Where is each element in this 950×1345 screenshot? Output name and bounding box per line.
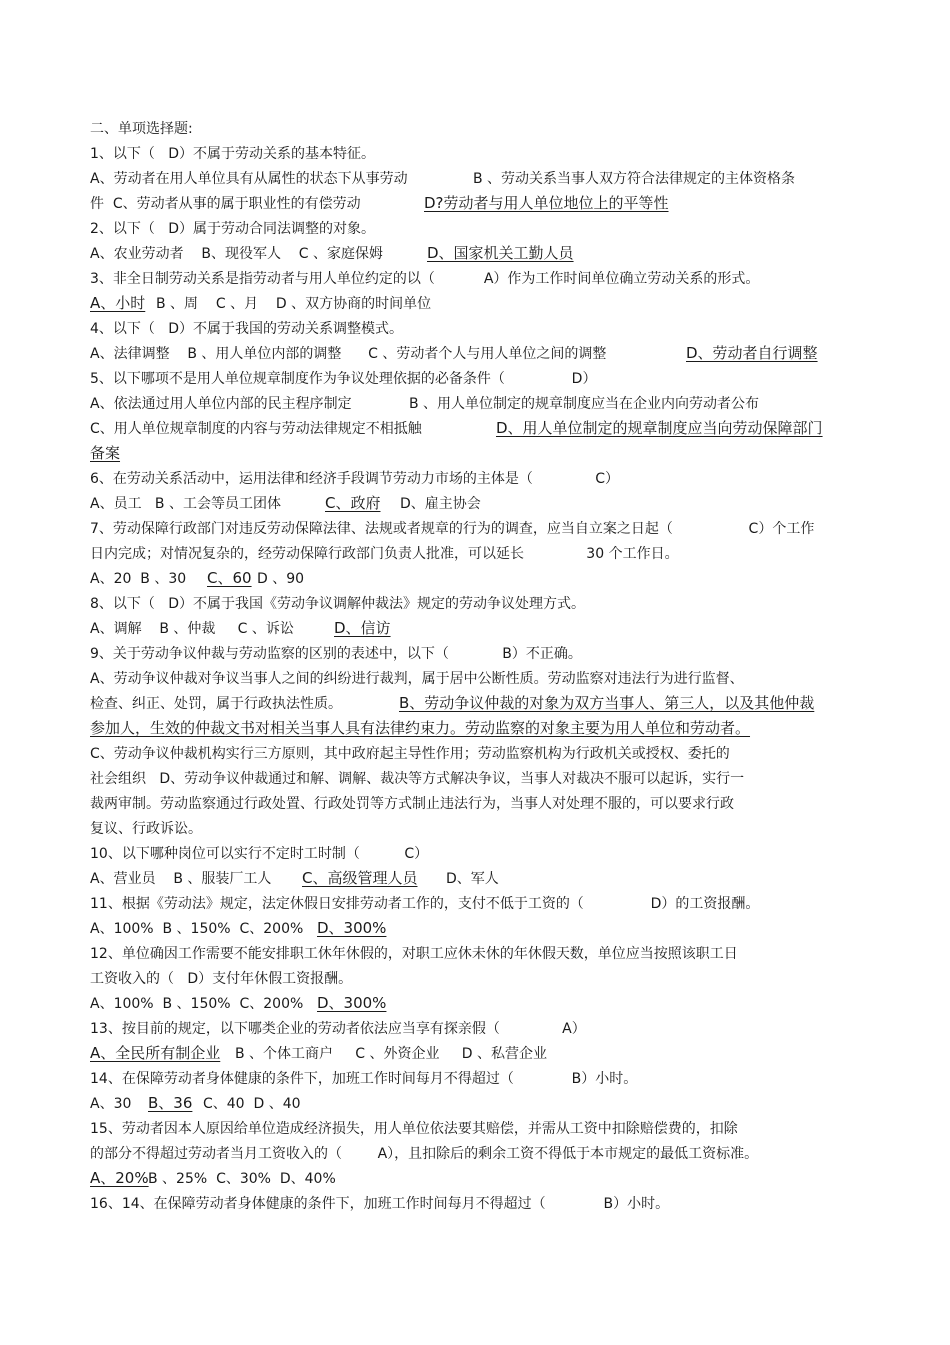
question-9-line2: 检查、纠正、处罚，属于行政执法性质。 (90, 696, 342, 712)
question-13-stem: 13、按目前的规定，以下哪类企业的劳动者依法应当享有探亲假（ A） (90, 1021, 586, 1037)
question-6-options-before: A、员工 B 、工会等员工团体 (90, 496, 281, 512)
question-3-stem: 3、非全日制劳动关系是指劳动者与用人单位约定的以（ A）作为工作时间单位确立劳动关系的形式。 (90, 271, 760, 287)
question-9-line7: 复议、行政诉讼。 (90, 821, 202, 837)
question-7-options-before: A、20 B 、30 (90, 571, 187, 587)
question-14-stem: 14、在保障劳动者身体健康的条件下，加班工作时间每月不得超过（ B）小时。 (90, 1071, 638, 1087)
question-9-line6: 裁两审制。劳动监察通过行政处置、行政处罚等方式制止违法行为，当事人对处理不服的，可以要求行政 (90, 796, 734, 812)
question-12-options: A、100% B 、150% C、200% (90, 996, 304, 1012)
question-10-options-before: A、营业员 B 、服装厂工人 (90, 871, 272, 887)
question-1-answer: D?劳动者与用人单位地位上的平等性 (424, 194, 669, 212)
question-12-answer: D、300% (317, 994, 387, 1012)
question-13-options: B 、个体工商户 C 、外资企业 D 、私营企业 (235, 1046, 548, 1062)
question-2-stem: 2、以下（ D）属于劳动合同法调整的对象。 (90, 221, 376, 237)
question-8-options: A、调解 B 、仲裁 C 、诉讼 (90, 621, 294, 637)
question-11-answer: D、300% (317, 919, 387, 937)
question-1-option-b: B 、劳动关系当事人双方符合法律规定的主体资格条 (473, 171, 796, 187)
question-11-stem: 11、根据《劳动法》规定，法定休假日安排劳动者工作的，支付不低于工资的（ D）的工资报酬。 (90, 896, 760, 912)
question-4-stem: 4、以下（ D）不属于我国的劳动关系调整模式。 (90, 321, 404, 337)
question-9-answer-line1: B、劳动争议仲裁的对象为双方当事人、第三人，以及其他仲裁 (399, 694, 815, 712)
question-9-line1: A、劳动争议仲裁对争议当事人之间的纠纷进行裁判，属于居中公断性质。劳动监察对违法行为进行监督、 (90, 671, 744, 687)
question-4-answer: D、劳动者自行调整 (686, 344, 818, 362)
question-6-options-after: D、雇主协会 (400, 496, 481, 512)
question-10-options-after: D、军人 (446, 871, 499, 887)
question-5-stem: 5、以下哪项不是用人单位规章制度作为争议处理依据的必备条件（ D） (90, 371, 597, 387)
question-3-answer: A、小时 (90, 294, 146, 312)
question-8-answer: D、信访 (334, 619, 391, 637)
question-9-line4: C、劳动争议仲裁机构实行三方原则，其中政府起主导性作用；劳动监察机构为行政机关或授权、委托的 (90, 746, 730, 762)
question-15-answer: A、20% (90, 1169, 149, 1187)
question-7-stem-line1: 7、劳动保障行政部门对违反劳动保障法律、法规或者规章的行为的调查，应当自立案之日起（ C）个工作 (90, 521, 815, 537)
question-12-stem-line2: 工资收入的（ D）支付年休假工资报酬。 (90, 971, 353, 987)
question-5-answer-line2: 备案 (90, 444, 121, 462)
question-15-stem-line2: 的部分不得超过劳动者当月工资收入的（ A），且扣除后的剩余工资不得低于本市规定的最低工资标准。 (90, 1146, 759, 1162)
question-1-option-c: 件 C、劳动者从事的属于职业性的有偿劳动 (90, 196, 361, 212)
question-1-stem: 1、以下（ D）不属于劳动关系的基本特征。 (90, 146, 376, 162)
question-13-answer: A、全民所有制企业 (90, 1044, 221, 1062)
question-10-stem: 10、以下哪种岗位可以实行不定时工时制（ C） (90, 846, 429, 862)
question-2-answer: D、国家机关工勤人员 (427, 244, 574, 262)
question-9-line5: 社会组织 D、劳动争议仲裁通过和解、调解、裁决等方式解决争议，当事人对裁决不服可以起诉，实行一 (90, 771, 745, 787)
question-5-option-b: B 、用人单位制定的规章制度应当在企业内向劳动者公布 (409, 396, 760, 412)
question-5-answer-line1: D、用人单位制定的规章制度应当向劳动保障部门 (496, 419, 823, 437)
question-15-options: B 、25% C、30% D、40% (148, 1171, 336, 1187)
question-7-options-after: D 、90 (257, 571, 305, 587)
question-7-answer: C、60 (207, 569, 252, 587)
question-14-options-before: A、30 (90, 1096, 132, 1112)
question-6-answer: C、政府 (325, 494, 381, 512)
question-5-option-a: A、依法通过用人单位内部的民主程序制定 (90, 396, 352, 412)
question-8-stem: 8、以下（ D）不属于我国《劳动争议调解仲裁法》规定的劳动争议处理方式。 (90, 596, 586, 612)
question-10-answer: C、高级管理人员 (302, 869, 418, 887)
question-7-stem-line2: 日内完成；对情况复杂的，经劳动保障行政部门负责人批准，可以延长 30 个工作日。 (90, 546, 679, 562)
question-15-stem-line1: 15、劳动者因本人原因给单位造成经济损失，用人单位依法要其赔偿，并需从工资中扣除赔偿费的，扣除 (90, 1121, 738, 1137)
question-14-answer: B、36 (148, 1094, 193, 1112)
question-12-stem-line1: 12、单位确因工作需要不能安排职工休年休假的，对职工应休未休的年休假天数，单位应当按照该职工日 (90, 946, 738, 962)
question-11-options: A、100% B 、150% C、200% (90, 921, 304, 937)
question-2-options: A、农业劳动者 B、现役军人 C 、家庭保姆 (90, 246, 384, 262)
question-5-option-c: C、用人单位规章制度的内容与劳动法律规定不相抵触 (90, 421, 422, 437)
question-9-answer-line2: 参加人，生效的仲裁文书对相关当事人具有法律约束力。劳动监察的对象主要为用人单位和劳动者。 (90, 719, 751, 737)
section-heading: 二、单项选择题: (90, 121, 193, 137)
question-14-options-after: C、40 D 、40 (203, 1096, 301, 1112)
question-3-options: B 、周 C 、月 D 、双方协商的时间单位 (156, 296, 432, 312)
question-16-stem: 16、14、在保障劳动者身体健康的条件下，加班工作时间每月不得超过（ B）小时。 (90, 1196, 670, 1212)
question-1-option-a: A、劳动者在用人单位具有从属性的状态下从事劳动 (90, 171, 408, 187)
question-4-options: A、法律调整 B 、用人单位内部的调整 C 、劳动者个人与用人单位之间的调整 (90, 346, 607, 362)
question-6-stem: 6、在劳动关系活动中，运用法律和经济手段调节劳动力市场的主体是（ C） (90, 471, 619, 487)
question-9-stem: 9、关于劳动争议仲裁与劳动监察的区别的表述中，以下（ B）不正确。 (90, 646, 582, 662)
